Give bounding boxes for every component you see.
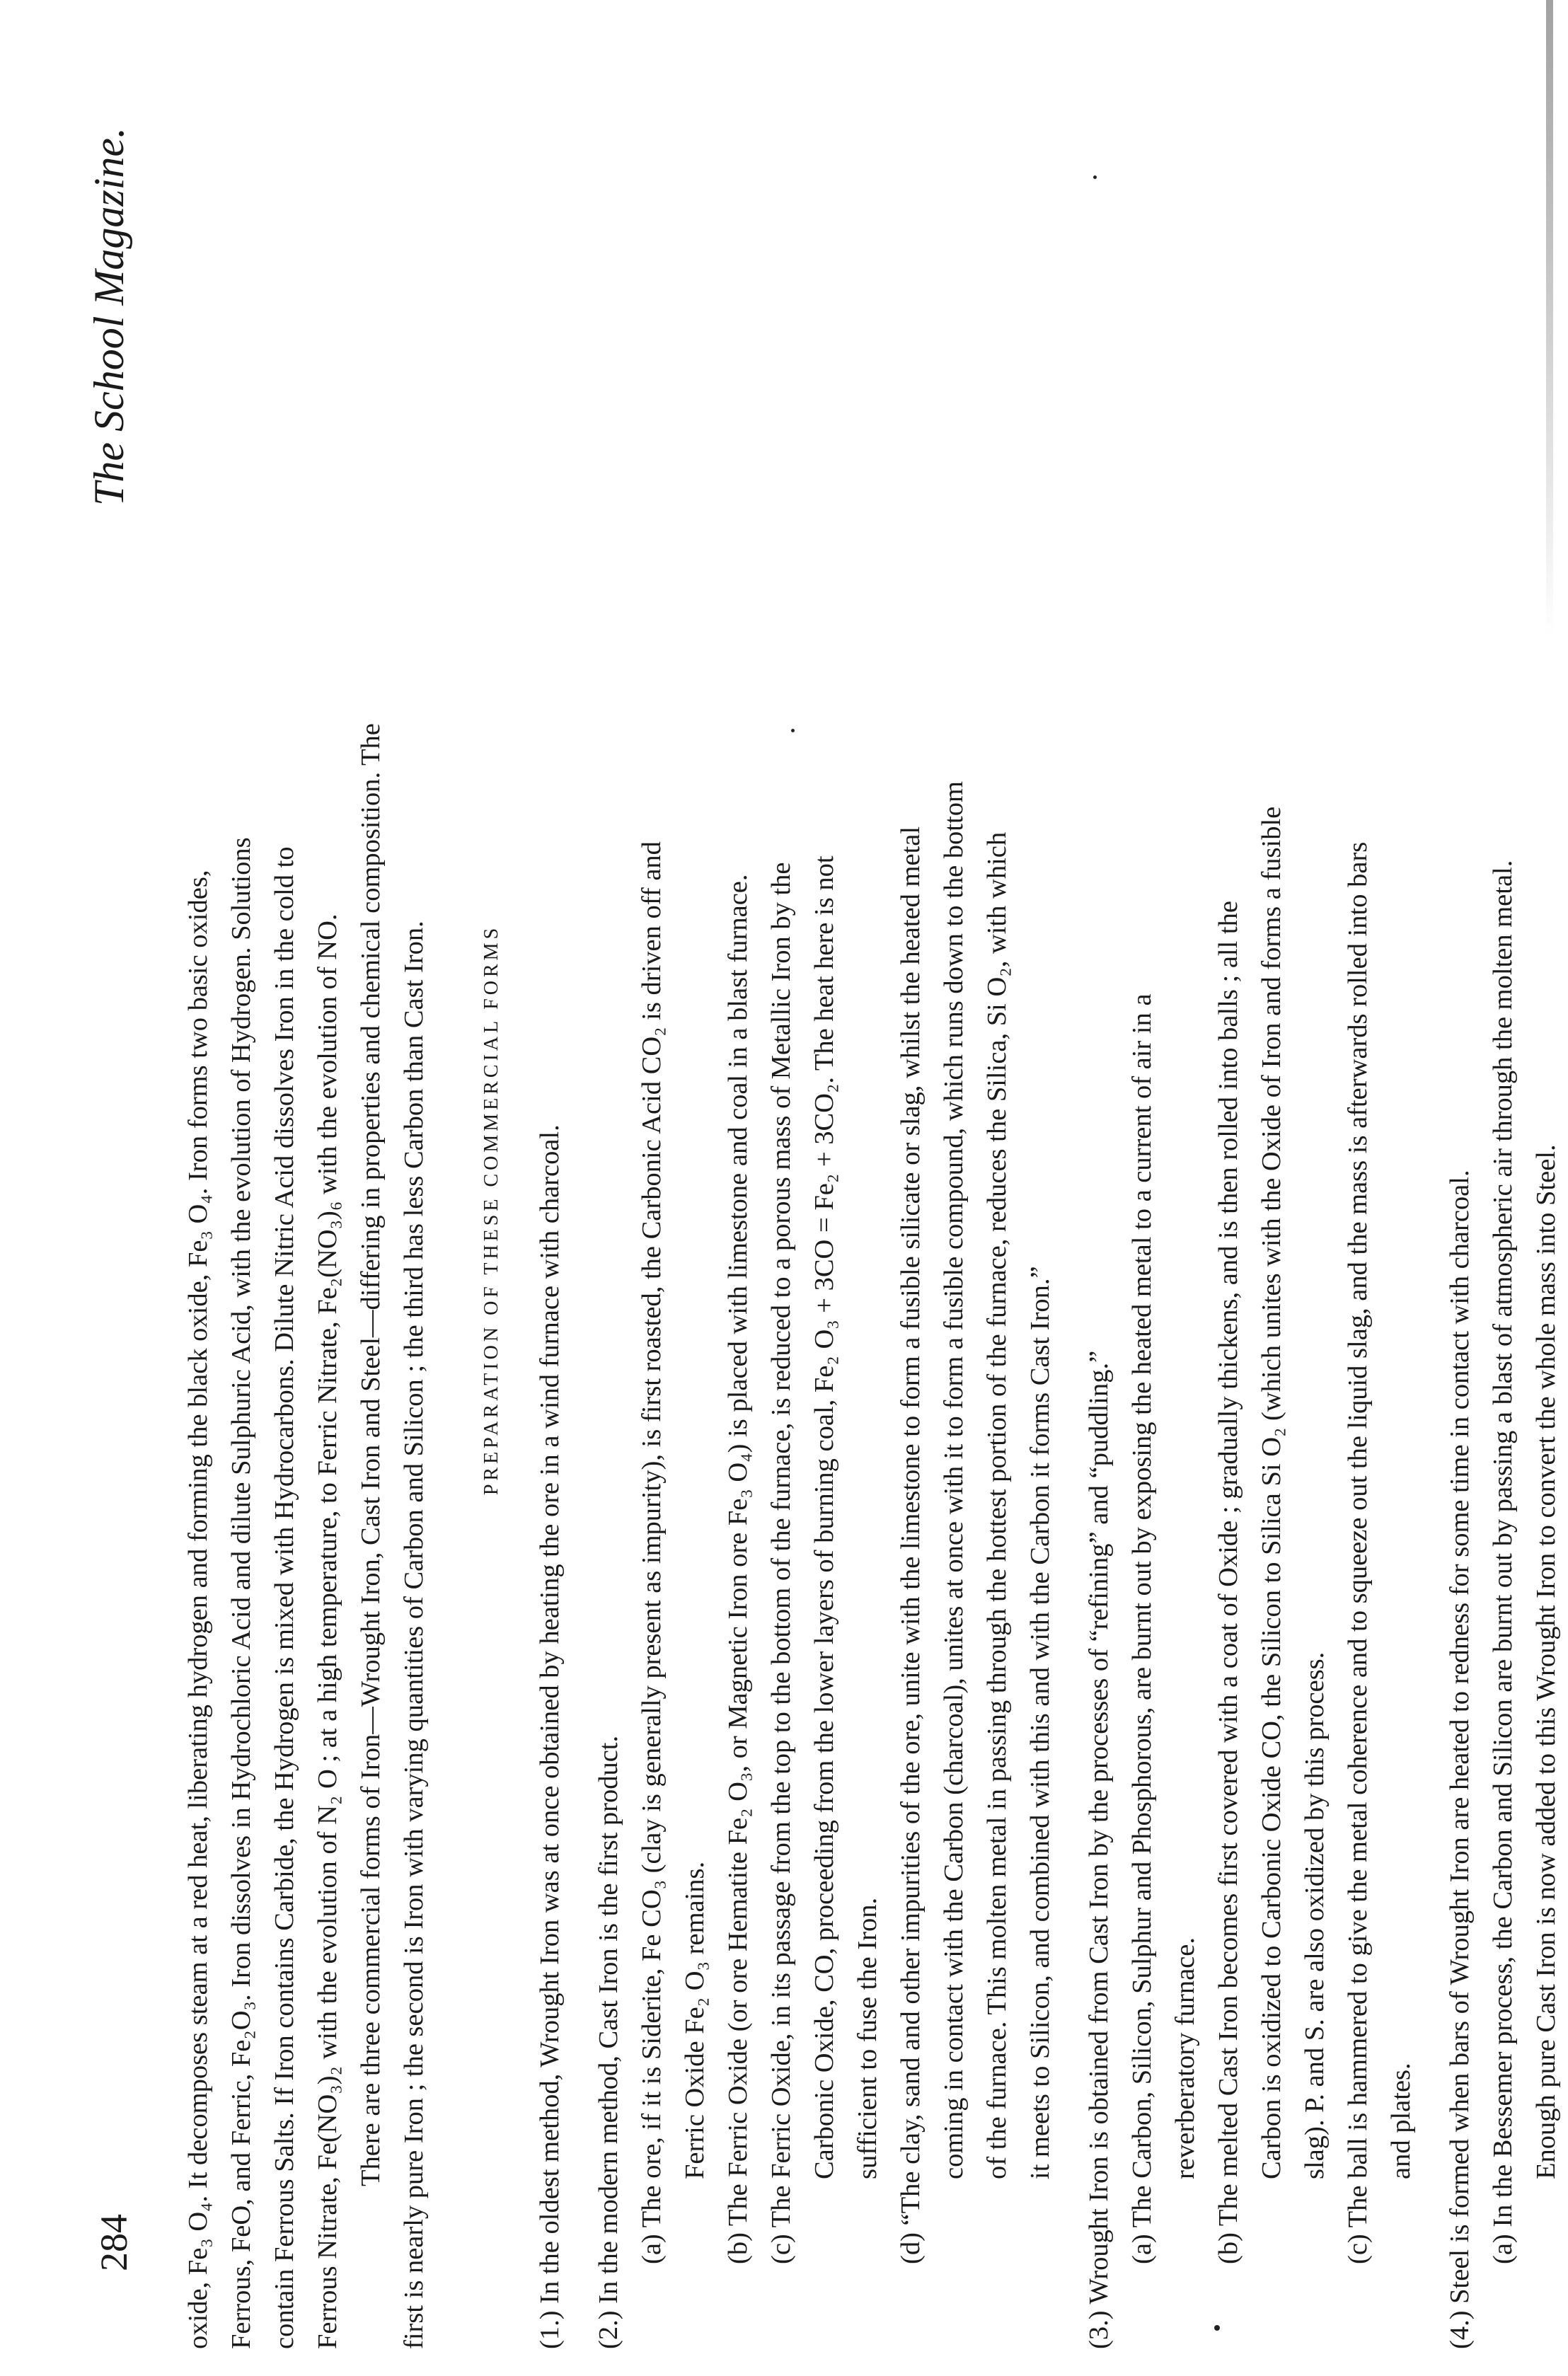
section-heading: PREPARATION OF THESE COMMERCIAL FORMS (480, 924, 502, 1496)
sub-list-item: (d) “The clay, sand and other impurities of the ore, unite with the limestone to form a fusible silicate or slag, whilst the heated metal (896, 826, 926, 2264)
sub-list-item: (c) The Ferric Oxide, in its passage from the top to the bottom of the furnace, is reduced to a porous mass of Metallic Iron by the (766, 862, 796, 2264)
sub-list-item-continuation: sufficient to fuse the Iron. (853, 1897, 882, 2179)
page-header (78, 85, 156, 2349)
article-body (177, 71, 1568, 2349)
spacer (572, 71, 587, 2349)
sub-list-item-continuation: Ferric Oxide Fe₂ O₃ remains. (680, 1861, 710, 2179)
sub-list-item: (b) The Ferric Oxide (or ore Hematite Fe₂ O₃, or Magnetic Iron ore Fe₃ O₄) is placed with limestone and coal in a blast furnace. (723, 874, 753, 2264)
spacer (513, 71, 529, 2349)
intro-line: contain Ferrous Salts. If Iron contains Carbide, the Hydrogen is mixed with Hydrocarbons. Dilute Nitric Acid dissolves Iron in the cold to (270, 846, 299, 2349)
list-item: (3.) Wrought Iron is obtained from Cast Iron by the processes of “refining” and “puddling.” (1084, 1350, 1114, 2349)
sub-list-item-continuation: slag). P. and S. are also oxidized by this process. (1300, 1651, 1330, 2179)
list-item: (1.) In the oldest method, Wrought Iron was at once obtained by heating the ore in a wind furnace with charcoal. (535, 1124, 565, 2349)
sub-list-item-continuation: coming in contact with the Carbon (charcoal), unites at once with it to form a fusible compound, which runs down to the bottom (939, 781, 969, 2179)
sub-list-item: (c) The ball is hammered to give the metal coherence and to squeeze out the liquid slag, and the mass is afterwards rolled into bars (1343, 841, 1373, 2264)
forms-paragraph-line: There are three commercial forms of Iron—Wrought Iron, Cast Iron and Steel—differing in properties and chemical composition. The (356, 723, 386, 2186)
intro-line: oxide, Fe₃ O₄. It decomposes steam at a red heat, liberating hydrogen and forming the black oxide, Fe₃ O₄. Iron forms two basic oxides, (183, 870, 213, 2349)
sub-list-item-continuation: Carbonic Oxide, CO, proceeding from the lower layers of burning coal, Fe₂ O₃ + 3CO = Fe₂ + 3CO₂. The heat here is not (809, 855, 839, 2179)
sub-list-item-continuation: and plates. (1386, 2063, 1416, 2179)
spacer (1062, 71, 1078, 2349)
intro-line: Ferrous, FeO, and Ferric, Fe₂O₃. Iron dissolves in Hydrochloric Acid and dilute Sulphuric Acid, with the evolution of Hydrogen. Solutions (226, 837, 256, 2349)
spacer (1423, 71, 1439, 2349)
sub-list-item: (a) The Carbon, Silicon, Sulphur and Phosphorous, are burnt out by exposing the heated metal to a current of air in a (1127, 993, 1157, 2264)
rotated-page (78, 50, 1561, 2349)
intro-line: Ferrous Nitrate, Fe(NO₃)₂ with the evolution of N₂ O ; at a high temperature, to Ferric Nitrate, Fe₂(NO₃)₆ with the evolution of NO. (313, 913, 342, 2349)
list-item: (2.) In the modern method, Cast Iron is the first product. (594, 1735, 623, 2349)
sub-list-item: (b) The melted Cast Iron becomes first covered with a coat of Oxide ; gradually thickens, and is then rolled into balls ; all the (1214, 901, 1243, 2264)
sub-list-item-continuation: it meets to Silicon, and combined with this and with the Carbon it forms Cast Iron.” (1025, 1266, 1055, 2179)
sub-list-item-continuation: of the furnace. This molten metal in passing through the hottest portion of the furnace, reduces the Silica, Si O₂, with which (982, 831, 1012, 2179)
spacer (436, 71, 470, 2349)
magazine-title: The School Magazine. (86, 127, 132, 506)
page-number: 284 (93, 2214, 135, 2271)
sub-list-item-continuation: reverberatory furnace. (1170, 1937, 1200, 2179)
sub-list-item: (a) In the Bessemer process, the Carbon and Silicon are burnt out by passing a blast of atmospheric air through the molten metal. (1488, 860, 1518, 2264)
list-item: (4.) Steel is formed when bars of Wrought Iron are heated to redness for some time in contact with charcoal. (1445, 1170, 1475, 2349)
sub-list-item-continuation: Carbon is oxidized to Carbonic Oxide CO, the Silicon to Silica Si O₂ (which unites with the Oxide of Iron and forms a fusible (1257, 806, 1286, 2179)
sub-list-item: (a) The ore, if it is Siderite, Fe CO₃ (clay is generally present as impurity), is first roasted, the Carbonic Acid CO₂ is driven off and (637, 841, 667, 2264)
sub-list-item-continuation: Enough pure Cast Iron is now added to this Wrought Iron to convert the whole mass into Steel. (1531, 1144, 1561, 2179)
forms-paragraph-line: first is nearly pure Iron ; the second is Iron with varying quantities of Carbon and Silicon ; the third has less Carbon than Cast Iron. (399, 921, 429, 2349)
